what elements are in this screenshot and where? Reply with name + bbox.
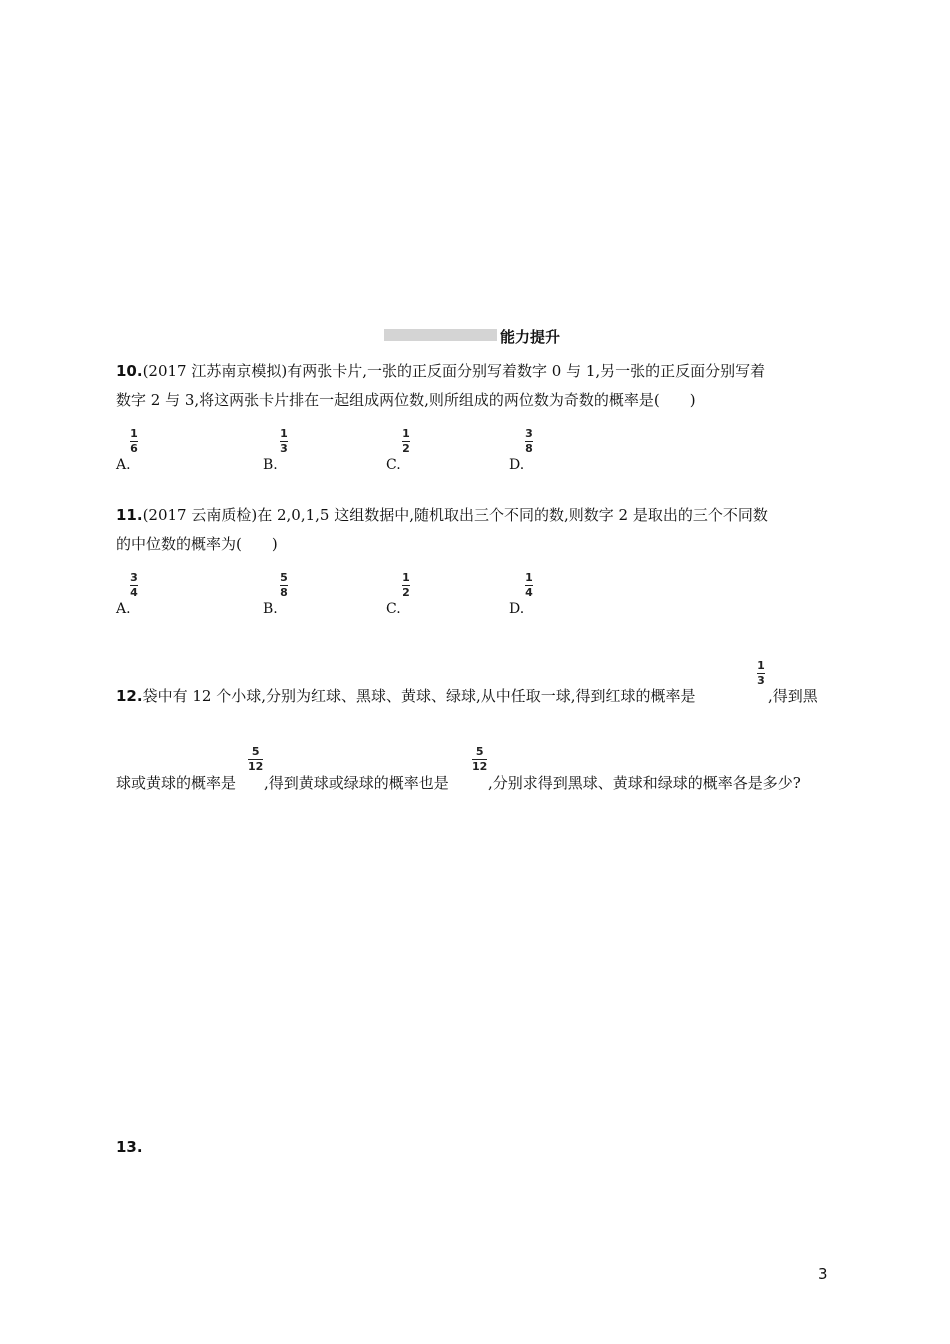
question-12-text-4: ,得到黄球或绿球的概率也是	[264, 774, 449, 792]
question-12-text-2: ,得到黑	[768, 687, 818, 705]
question-11-number: 11.	[116, 506, 143, 524]
option-label: C.	[386, 601, 401, 617]
question-10-text-1: (2017 江苏南京模拟)有两张卡片,一张的正反面分别写着数字 0 与 1,另一张的正反面分别写着	[142, 362, 766, 380]
option-label: B.	[263, 457, 278, 473]
question-12-text-1: 袋中有 12 个小球,分别为红球、黑球、黄球、绿球,从中任取一球,得到红球的概率是	[142, 687, 696, 705]
question-11-text-1: (2017 云南质检)在 2,0,1,5 这组数据中,随机取出三个不同的数,则数字 2 是取出的三个不同数	[142, 506, 768, 524]
option-label: A.	[116, 457, 131, 473]
option-label: D.	[509, 457, 525, 473]
option-label: A.	[116, 601, 131, 617]
question-12-text-5: ,分别求得到黑球、黄球和绿球的概率各是多少?	[488, 774, 801, 792]
question-12-number: 12.	[116, 687, 143, 705]
question-12-line-1	[116, 686, 696, 706]
question-11-line-2: 的中位数的概率为( )	[116, 535, 278, 553]
question-11-line-1	[116, 505, 768, 525]
question-12-fraction-3: 5 12	[472, 745, 488, 773]
page-number: 3	[818, 1265, 828, 1283]
option-fraction: 1 6	[130, 427, 138, 455]
question-12-fraction-1: 1 3	[757, 659, 765, 687]
option-label: B.	[263, 601, 278, 617]
option-fraction: 1 2	[402, 571, 410, 599]
option-label: D.	[509, 601, 525, 617]
option-label: C.	[386, 457, 401, 473]
question-12-fraction-2: 5 12	[248, 745, 264, 773]
question-10-line-2: 数字 2 与 3,将这两张卡片排在一起组成两位数,则所组成的两位数为奇数的概率是( )	[116, 391, 696, 409]
option-fraction: 3 4	[130, 571, 138, 599]
question-13	[116, 1137, 143, 1157]
option-fraction: 1 4	[525, 571, 533, 599]
section-header-bar	[384, 329, 497, 341]
question-13-number: 13.	[116, 1138, 143, 1156]
question-10-line-1	[116, 361, 765, 381]
option-fraction: 1 3	[280, 427, 288, 455]
section-title: 能力提升	[500, 328, 561, 346]
option-fraction: 1 2	[402, 427, 410, 455]
option-fraction: 5 8	[280, 571, 288, 599]
option-fraction: 3 8	[525, 427, 533, 455]
question-12-text-3: 球或黄球的概率是	[116, 774, 237, 792]
question-10-number: 10.	[116, 362, 143, 380]
